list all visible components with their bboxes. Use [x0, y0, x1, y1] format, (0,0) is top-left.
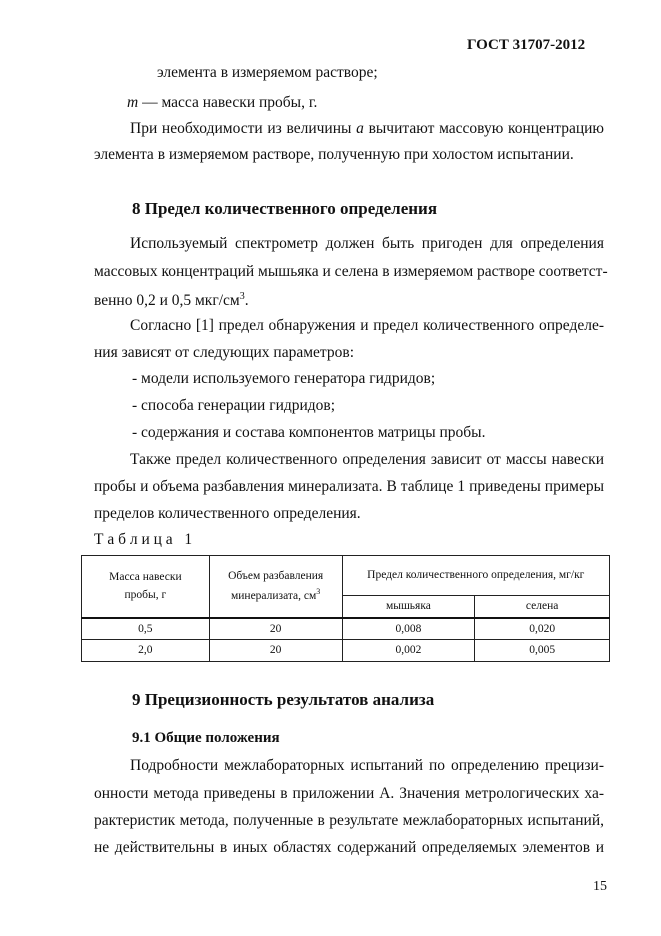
intro-para-line: При необходимости из величины a вычитают массовую концентрацию [130, 120, 604, 137]
variable-definition [127, 94, 317, 112]
s8-para-line: ния зависят от следующих параметров: [94, 344, 355, 361]
s9-para-line: онности метода приведены в приложении А. Значения метрологических ха- [94, 785, 604, 802]
s9-para-line: рактеристик метода, полученные в результате межлабораторных испытаний, [94, 812, 604, 829]
table-header-row [82, 556, 610, 596]
page-number: 15 [593, 879, 607, 894]
s8-para-line: Также предел количественного определения зависит от массы навески [130, 451, 604, 468]
standard-header: ГОСТ 31707-2012 [467, 37, 586, 53]
table-cell: 0,005 [475, 640, 610, 662]
table-cell: 20 [209, 618, 342, 640]
table-cell: 2,0 [82, 640, 210, 662]
table-row [82, 640, 610, 662]
s8-para-line: массовых концентраций мышьяка и селена в измеряемом растворе соответст- [94, 263, 608, 280]
s8-para-line: пределов количественного определения. [94, 505, 361, 522]
s9-para-line: Подробности межлабораторных испытаний по определению прецизи- [130, 757, 604, 774]
table-cell: 0,5 [82, 618, 210, 640]
header-cell-mass: Масса навески пробы, г [82, 556, 210, 618]
intro-para-line: элемента в измеряемом растворе, полученную при холостом испытании. [94, 146, 574, 163]
table-caption: Т а б л и ц а 1 [94, 531, 193, 548]
table-cell: 20 [209, 640, 342, 662]
section-8-heading: 8 Предел количественного определения [132, 199, 438, 218]
section-9-heading: 9 Прецизионность результатов анализа [132, 690, 435, 709]
subsection-9-1-heading: 9.1 Общие положения [132, 730, 280, 746]
s9-para-line: не действительны в иных областях содержаний определяемых элементов и [94, 839, 604, 856]
table-cell: 0,002 [342, 640, 475, 662]
header-cell-volume: Объем разбавления минерализата, $см^3$ [209, 556, 342, 618]
table-cell: 0,008 [342, 618, 475, 640]
bullet-item: - содержания и состава компонентов матрицы пробы. [132, 424, 486, 441]
bullet-item: - модели используемого генератора гидридов; [132, 370, 436, 387]
variable-m: m [127, 94, 139, 111]
table-row [82, 618, 610, 640]
s8-para-line: пробы и объема разбавления минерализата. В таблице 1 приведены примеры [94, 478, 604, 495]
header-cell-selenium: селена [475, 596, 610, 618]
variable-m-text: — масса навески пробы, г. [142, 94, 318, 111]
table-1 [81, 555, 610, 662]
table-cell: 0,020 [475, 618, 610, 640]
variable-a: a [356, 120, 364, 137]
bullet-item: - способа генерации гидридов; [132, 397, 336, 414]
intro-line: элемента в измеряемом растворе; [157, 64, 378, 81]
header-cell-limit: Предел количественного определения, мг/кг [342, 556, 609, 596]
s8-para-line: Согласно [1] предел обнаружения и предел количественного определе- [130, 317, 604, 334]
s8-para-line: Используемый спектрометр должен быть пригоден для определения [130, 235, 604, 252]
s8-para-line: венно 0,2 и 0,5 мкг/$см^3$. [94, 291, 249, 310]
header-cell-arsenic: мышьяка [342, 596, 475, 618]
